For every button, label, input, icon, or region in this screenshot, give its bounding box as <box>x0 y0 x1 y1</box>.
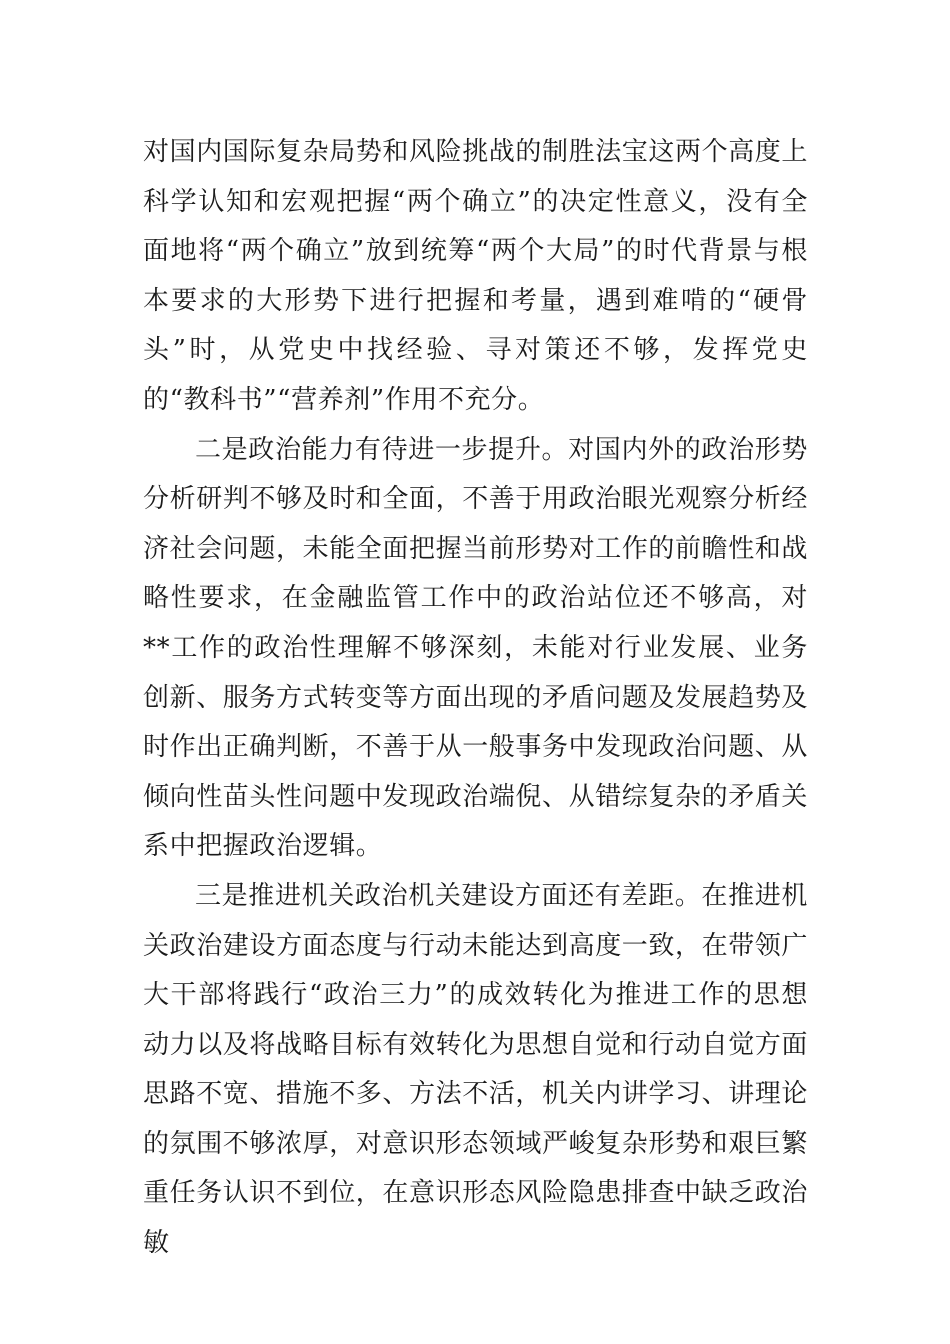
paragraph-political-ability: 二是政治能力有待进一步提升。对国内外的政治形势分析研判不够及时和全面，不善于用政治眼光观察分析经济社会问题，未能全面把握当前形势对工作的前瞻性和战略性要求，在金融监管工作中的政治站位还不够高，对**工作的政治性理解不够深刻，未能对行业发展、业务创新、服务方式转变等方面出现的矛盾问题及发展趋势及时作出正确判断，不善于从一般事务中发现政治问题、从倾向性苗头性问题中发现政治端倪、从错综复杂的矛盾关系中把握政治逻辑。 <box>143 434 809 862</box>
document-body <box>143 128 808 1269</box>
paragraph-continuation: 对国内国际复杂局势和风险挑战的制胜法宝这两个高度上科学认知和宏观把握“两个确立”的决定性意义，没有全面地将“两个确立”放到统筹“两个大局”的时代背景与根本要求的大形势下进行把握和考量，遇到难啃的“硬骨头”时，从党史中找经验、寻对策还不够，发挥党史的“教科书”“营养剂”作用不充分。 <box>143 137 809 415</box>
paragraph-organ-construction: 三是推进机关政治机关建设方面还有差距。在推进机关政治建设方面态度与行动未能达到高度一致，在带领广大干部将践行“政治三力”的成效转化为推进工作的思想动力以及将战略目标有效转化为思想自觉和行动自觉方面思路不宽、措施不多、方法不活，机关内讲学习、讲理论的氛围不够浓厚，对意识形态领域严峻复杂形势和艰巨繁重任务认识不到位，在意识形态风险隐患排查中缺乏政治敏 <box>143 880 809 1259</box>
